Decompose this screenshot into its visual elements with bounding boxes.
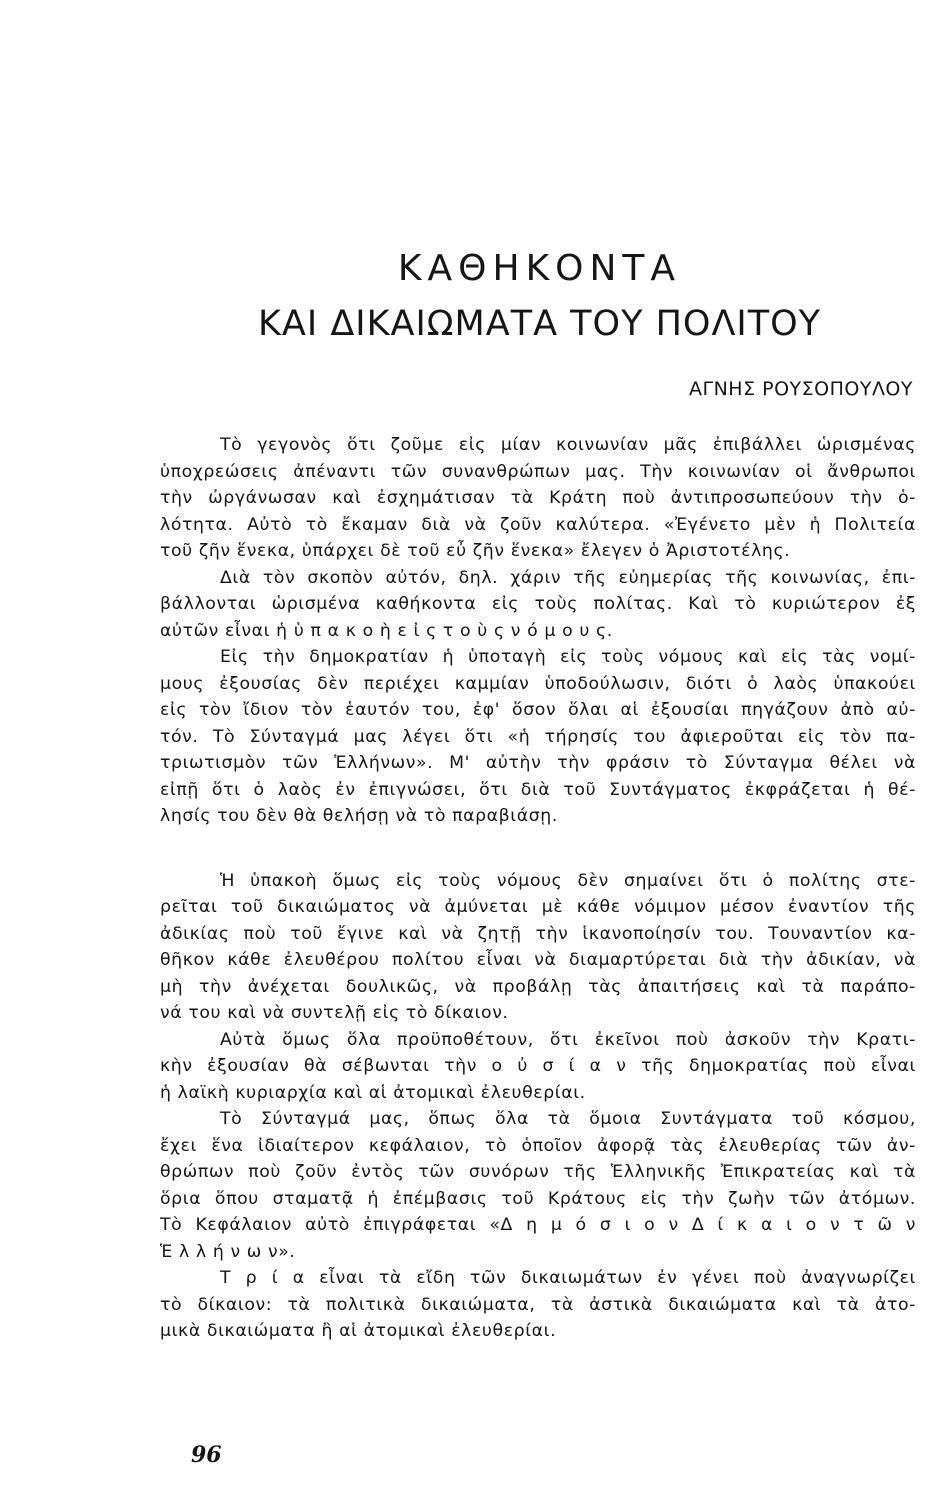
page-number: 96 [191,1442,222,1468]
text-line: τὸ δίκαιον: τὰ πολιτικὰ δικαιώματα, τὰ ἀστικὰ δικαιώματα καὶ τὰ ἀτο- [160,1294,916,1315]
text-line: Τὸ γεγονὸς ὅτι ζοῦμε εἰς μίαν κοινωνίαν μᾶς ἐπιβάλλει ὡρισμένας [220,435,916,455]
text-line: Διὰ τὸν σκοπὸν αὐτόν, δηλ. χάριν τῆς εὐημερίας τῆς κοινωνίας, ἐπι- [220,567,916,588]
text-line: Αὐτὰ ὅμως ὅλα προϋποθέτουν, ὅτι ἐκεῖνοι ποὺ ἀσκοῦν τὴν Κρατι- [220,1029,916,1050]
text-line: τριωτισμὸν τῶν Ἑλλήνων». Μ' αὐτὴν τὴν φράσιν τὸ Σύνταγμα θέλει νὰ [160,753,916,773]
text-line: νά του καὶ νὰ συντελῇ εἰς τὸ δίκαιον. [160,1003,509,1023]
text-line: μικὰ δικαιώματα ἢ αἱ ἀτομικαὶ ἐλευθερίαι. [160,1321,557,1341]
text-line: ἀδικίας ποὺ τοῦ ἔγινε καὶ νὰ ζητῇ τὴν ἱκανοποίησίν του. Τουναντίον κα- [160,923,916,944]
text-line: Τὸ Κεφάλαιον αὐτὸ ἐπιγράφεται «Δ η μ ό σ ι ο ν Δ ί κ α ι ο ν τ ῶ ν [160,1215,916,1235]
text-line: εἰς τὸν ἴδιον τὸν ἑαυτόν του, ἐφ' ὅσον ὅλαι αἱ ἐξουσίαι πηγάζουν ἀπὸ αὐ- [160,700,916,720]
text-line: ἔχει ἕνα ἰδιαίτερον κεφάλαιον, τὸ ὁποῖον ἀφορᾷ τὰς ἐλευθερίας τῶν ἀν- [160,1135,916,1156]
text-line: ἡ λαϊκὴ κυριαρχία καὶ αἱ ἀτομικαὶ ἐλευθερίαι. [160,1082,586,1103]
text-line: τόν. Τὸ Σύνταγμά μας λέγει ὅτι «ἡ τήρησίς του ἀφιεροῦται εἰς τὸν πα- [160,726,916,747]
text-line: τὴν ὠργάνωσαν καὶ ἐσχημάτισαν τὰ Κράτη ποὺ ἀντιπροσωπεύουν τὴν ὁ- [160,488,916,508]
text-line: εἰπῇ ὅτι ὁ λαὸς ἐν ἐπιγνώσει, ὅτι διὰ τοῦ Συντάγματος ἐκφράζεται ἡ θέ- [160,779,916,800]
text-line: θρώπων ποὺ ζοῦν ἐντὸς τῶν συνόρων τῆς Ἑλληνικῆς Ἐπικρατείας καὶ τὰ [160,1162,916,1182]
title-line-1: ΚΑΘΗΚΟΝΤΑ [397,248,682,289]
text-line: λησίς του δὲν θὰ θελήσῃ νὰ τὸ παραβιάσῃ. [160,806,558,826]
text-line: Τὸ Σύνταγμά μας, ὅπως ὅλα τὰ ὅμοια Συντάγματα τοῦ κόσμου, [220,1109,916,1129]
text-line: μους ἐξουσίας δὲν περιέχει καμμίαν ὑποδούλωσιν, διότι ὁ λαὸς ὑπακούει [160,673,916,694]
text-line: μὴ τὴν ἀνέχεται δουλικῶς, νὰ προβάλῃ τὰς ἀπαιτήσεις καὶ τὰ παράπο- [160,976,916,997]
paragraph-gap [160,830,916,868]
text-line: βάλλονται ὡρισμένα καθήκοντα εἰς τοὺς πολίτας. Καὶ τὸ κυριώτερον ἐξ [160,594,916,614]
title-line-2: ΚΑΙ ΔΙΚΑΙΩΜΑΤΑ ΤΟΥ ΠΟΛΙΤΟΥ [257,304,822,344]
text-line: ὑποχρεώσεις ἀπέναντι τῶν συνανθρώπων μας. Τὴν κοινωνίαν οἱ ἄνθρωποι [160,461,916,482]
text-line: λότητα. Αὐτὸ τὸ ἔκαμαν διὰ νὰ ζοῦν καλύτερα. «Ἐγένετο μὲν ἡ Πολιτεία [160,514,916,535]
text-line: Τ ρ ί α εἶναι τὰ εἴδη τῶν δικαιωμάτων ἐν γένει ποὺ ἀναγνωρίζει [220,1268,916,1288]
text-line: Εἰς τὴν δημοκρατίαν ἡ ὑποταγὴ εἰς τοὺς νόμους καὶ εἰς τὰς νομί- [220,647,916,667]
text-line: ὅρια ὅπου σταματᾷ ἡ ἐπέμβασις τοῦ Κράτους εἰς τὴν ζωὴν τῶν ἀτόμων. [160,1188,916,1209]
text-line: κὴν ἐξουσίαν θὰ σέβωνται τὴν ο ὐ σ ί α ν τῆς δημοκρατίας ποὺ εἶναι [160,1056,916,1076]
author: ΑΓΝΗΣ ΡΟΥΣΟΠΟΥΛΟΥ [688,378,913,400]
article-body [160,432,916,1345]
text-line: τοῦ ζῆν ἕνεκα, ὑπάρχει δὲ τοῦ εὖ ζῆν ἕνεκα» ἔλεγεν ὁ Ἀριστοτέλης. [160,541,791,561]
text-line: ρεῖται τοῦ δικαιώματος νὰ ἀμύνεται μὲ κάθε νόμιμον μέσον ἐναντίον τῆς [160,897,916,917]
text-line: αὐτῶν εἶναι ἡ ὑ π α κ ο ὴ ε ἰ ς τ ο ὺ ς ν ό μ ο υ ς. [160,620,613,641]
text-line: θῆκον κάθε ἐλευθέρου πολίτου εἶναι νὰ διαμαρτύρεται διὰ τὴν ἀδικίαν, νὰ [160,950,916,970]
text-line: Ἑ λ λ ή ν ω ν». [160,1241,296,1262]
text-line: Ἡ ὑπακοὴ ὅμως εἰς τοὺς νόμους δὲν σημαίνει ὅτι ὁ πολίτης στε- [220,870,916,891]
